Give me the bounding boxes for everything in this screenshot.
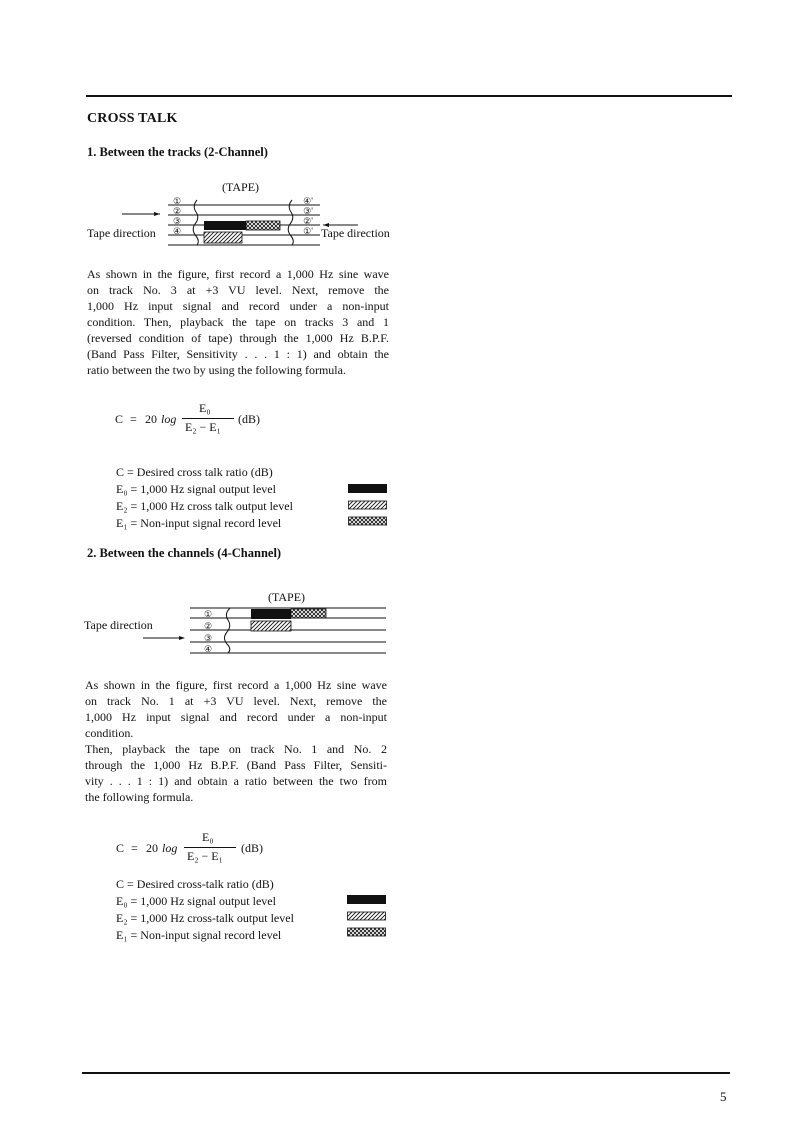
formula-1 [115, 400, 275, 440]
formula-1-unit: (dB) [238, 412, 260, 426]
figure-2-tape-label: (TAPE) [268, 590, 306, 604]
legend-1-row: E₂ = 1,000 Hz cross talk output level [116, 499, 293, 513]
figure-1-left-label: Tape direction [87, 226, 156, 240]
legend-1-row: C = Desired cross talk ratio (dB) [116, 465, 273, 479]
legend-2-row: E₀ = 1,000 Hz signal output level [116, 894, 276, 908]
figure-1-left-track: ③ [172, 216, 182, 226]
paragraph-2-line: 1,000 Hz input signal and record under a non-input [85, 710, 387, 724]
figure-2-track: ② [203, 621, 213, 631]
formula-2-lhs: C [116, 841, 125, 855]
legend-1-row: E₀ = 1,000 Hz signal output level [116, 482, 276, 496]
paragraph-2-line: As shown in the figure, first record a 1,000 Hz sine wave [85, 678, 387, 692]
formula-1-fraction-bar [182, 418, 234, 419]
figure-2-cross-block [291, 609, 326, 618]
figure-1-right-track: ②' [303, 216, 313, 226]
figure-1-cross-block [246, 221, 280, 230]
figure-1-left-track: ② [172, 206, 182, 216]
formula-1-lhs: C [115, 412, 124, 426]
figure-1-tape-label: (TAPE) [222, 180, 260, 194]
paragraph-2 [85, 677, 387, 805]
figure-2-hatch-block [251, 621, 291, 631]
page-number: 5 [720, 1089, 727, 1104]
figure-2-track: ③ [203, 633, 213, 643]
paragraph-2-line: condition. [85, 726, 134, 740]
paragraph-1-line: (reversed condition of tape) through the 1,000 Hz B.P.F. [87, 331, 389, 345]
legend-1-swatches [348, 482, 390, 527]
formula-1-coef: 20 [145, 412, 157, 426]
figure-2-left-label: Tape direction [84, 618, 153, 632]
formula-1-equals: = [130, 412, 137, 426]
legend-1-row: E₁ = Non-input signal record level [116, 516, 282, 530]
figure-2-track: ① [203, 609, 213, 619]
figure-1-hatch-block [204, 232, 242, 243]
paragraph-1-line: (Band Pass Filter, Sensitivity . . . 1 : 1) and obtain the [87, 347, 389, 361]
solid-swatch [348, 484, 387, 493]
paragraph-2-line: the following formula. [85, 790, 194, 804]
legend-2-row: E₂ = 1,000 Hz cross-talk output level [116, 911, 294, 925]
formula-2-denominator: E₂ − E₁ [187, 849, 223, 863]
figure-1-right-label: Tape direction [321, 226, 390, 240]
subsection-1-title: 1. Between the tracks (2-Channel) [87, 145, 268, 159]
figure-1-right-track: ①' [303, 226, 313, 236]
formula-2-log: log [162, 841, 178, 855]
legend-2-row: C = Desired cross-talk ratio (dB) [116, 877, 274, 891]
figure-2-signal-block [251, 609, 291, 619]
hatch-swatch [349, 501, 387, 509]
section-title: CROSS TALK [87, 111, 178, 126]
subsection-2-title: 2. Between the channels (4-Channel) [87, 546, 282, 560]
figure-1-right-track: ③' [303, 206, 313, 216]
top-rule [86, 95, 732, 97]
figure-1-right-track: ④' [303, 196, 313, 206]
cross-swatch [348, 928, 386, 936]
formula-1-numerator: E₀ [199, 401, 211, 415]
figure-2-track: ④ [203, 644, 213, 654]
figure-1-signal-block [204, 221, 246, 230]
formula-1-log: log [161, 412, 177, 426]
paragraph-1-line: 1,000 Hz input signal and record under a non-input [87, 299, 389, 313]
hatch-swatch [348, 912, 386, 920]
figure-1-tape-diagram [120, 194, 360, 246]
legend-2-swatches [347, 893, 389, 938]
formula-2-unit: (dB) [241, 841, 263, 855]
paragraph-2-line: vity . . . 1 : 1) and obtain a ratio between the two from [85, 774, 387, 788]
paragraph-1-line: on track No. 3 at +3 VU level. Next, remove the [87, 283, 389, 297]
cross-swatch [349, 517, 387, 525]
formula-2 [116, 829, 276, 869]
bottom-rule [82, 1072, 730, 1074]
legend-2-row: E₁ = Non-input signal record level [116, 928, 282, 942]
formula-1-denominator: E₂ − E₁ [185, 420, 221, 434]
formula-2-fraction-bar [184, 847, 236, 848]
solid-swatch [347, 895, 386, 904]
paragraph-1-line: condition. Then, playback the tape on tracks 3 and 1 [87, 315, 389, 329]
formula-2-numerator: E₀ [202, 830, 214, 844]
paragraph-2-line: on track No. 1 at +3 VU level. Next, remove the [85, 694, 387, 708]
figure-2-tape-diagram [140, 604, 390, 656]
paragraph-1-line: As shown in the figure, first record a 1,000 Hz sine wave [87, 267, 389, 281]
figure-1-left-track: ① [172, 196, 182, 206]
paragraph-1-line: ratio between the two by using the following formula. [87, 363, 346, 377]
formula-2-equals: = [131, 841, 138, 855]
paragraph-2-line: Then, playback the tape on track No. 1 and No. 2 [85, 742, 387, 756]
paragraph-2-line: through the 1,000 Hz B.P.F. (Band Pass Filter, Sensiti- [85, 758, 387, 772]
formula-2-coef: 20 [146, 841, 158, 855]
paragraph-1 [87, 266, 389, 378]
figure-1-left-track: ④ [172, 226, 182, 236]
